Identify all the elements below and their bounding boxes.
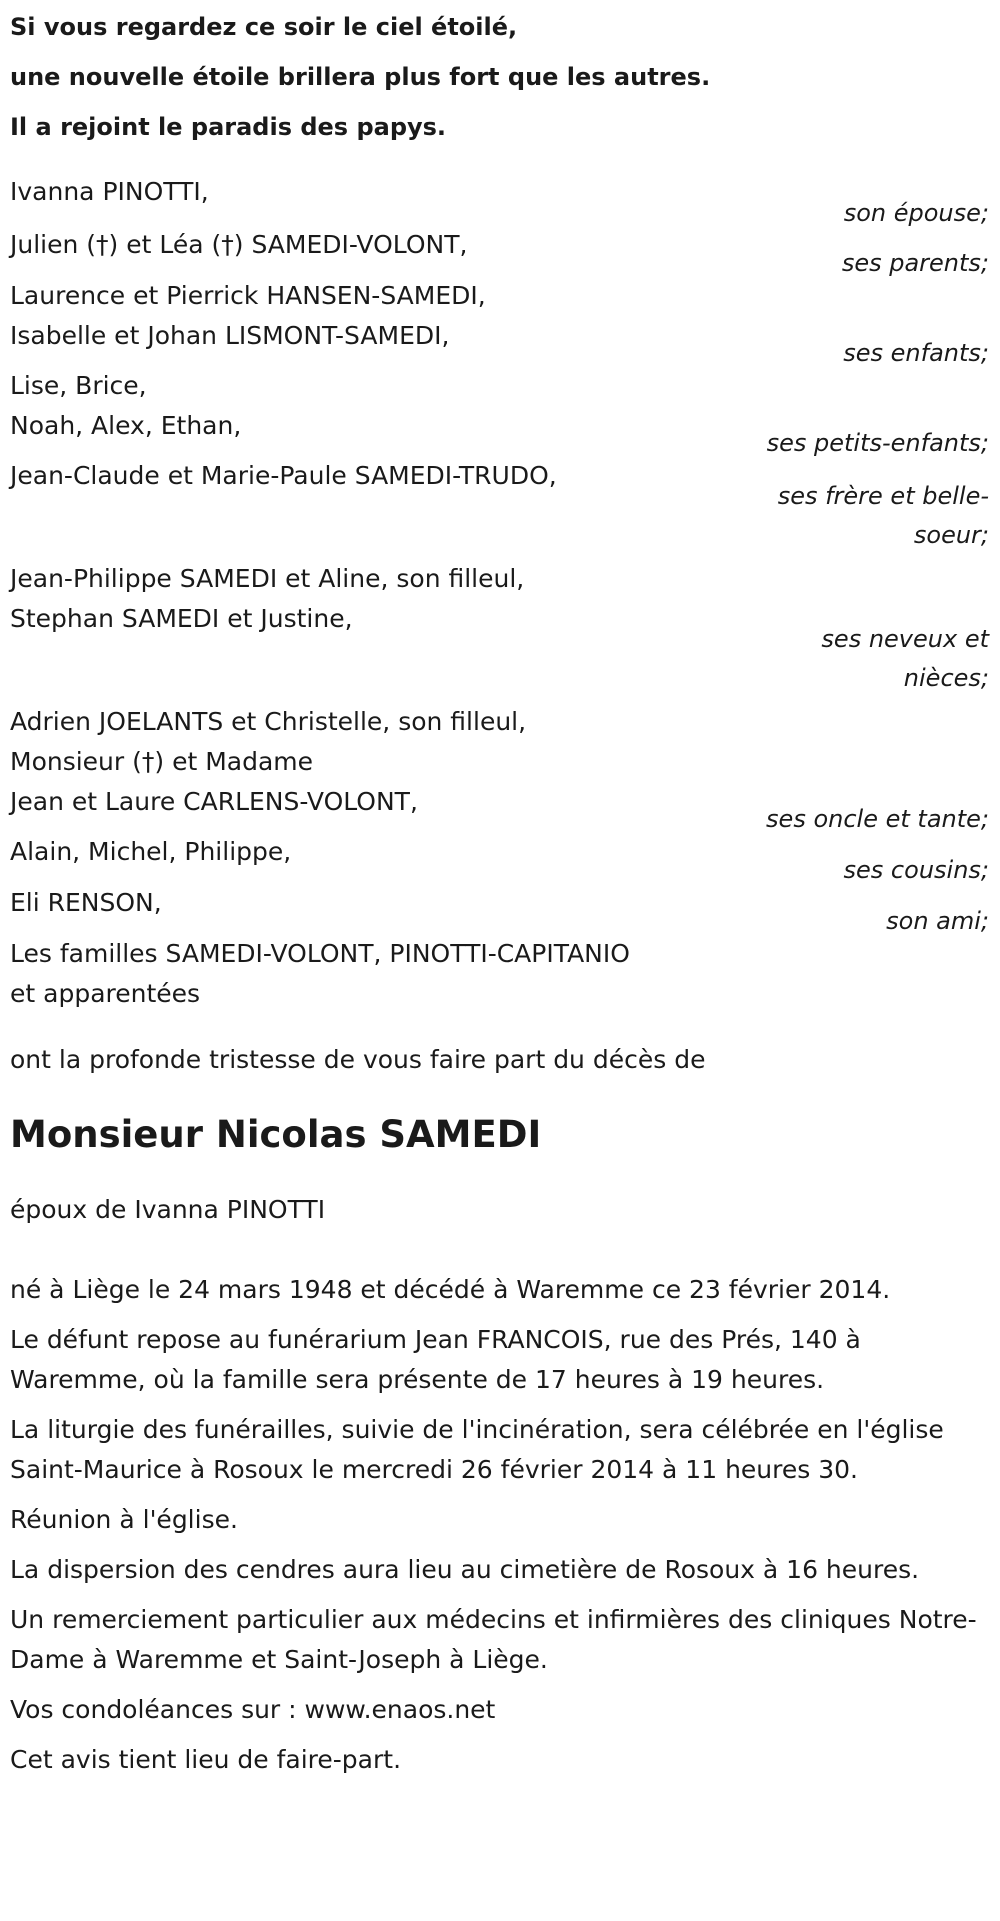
announcement: ont la profonde tristesse de vous faire part du décès de — [10, 1045, 706, 1074]
family-names: Eli RENSON, — [10, 888, 162, 917]
family-relation: ses parents; — [841, 249, 989, 277]
family-entry-grandchildren — [10, 366, 990, 463]
family-names: Jean-Philippe SAMEDI et Aline, son filleul, — [10, 564, 525, 593]
details-paragraph: Réunion à l'église. — [10, 1505, 238, 1534]
family-relation: son épouse; — [843, 199, 989, 227]
family-names: Laurence et Pierrick HANSEN-SAMEDI, — [10, 281, 486, 310]
family-names: Noah, Alex, Ethan, — [10, 411, 242, 440]
family-names: Les familles SAMEDI-VOLONT, PINOTTI-CAPITANIO — [10, 939, 630, 968]
opening-quote — [10, 2, 990, 152]
obituary-notice — [10, 0, 990, 1921]
family-relation: ses oncle et tante; — [766, 805, 989, 833]
family-names: Lise, Brice, — [10, 371, 147, 400]
deceased-name: Monsieur Nicolas SAMEDI — [10, 1113, 542, 1156]
quote-line: une nouvelle étoile brillera plus fort que les autres. — [10, 63, 711, 91]
family-relation: ses frère et belle-soeur; — [777, 482, 989, 549]
family-relation: ses petits-enfants; — [766, 429, 989, 457]
family-entry-parents — [10, 225, 990, 283]
family-names: Jean et Laure CARLENS-VOLONT, — [10, 787, 418, 816]
family-entry-cousins — [10, 832, 990, 890]
family-relation: son ami; — [886, 907, 989, 935]
family-names: Stephan SAMEDI et Justine, — [10, 604, 353, 633]
family-names: Ivanna PINOTTI, — [10, 177, 209, 206]
family-names: Jean-Claude et Marie-Paule SAMEDI-TRUDO, — [10, 461, 557, 490]
family-names: et apparentées — [10, 979, 201, 1008]
quote-line: Il a rejoint le paradis des papys. — [10, 113, 447, 141]
family-names: Monsieur (†) et Madame — [10, 747, 314, 776]
family-entry-children — [10, 276, 990, 373]
family-entry-uncle-aunt — [10, 702, 990, 839]
family-entry-nephews — [10, 559, 990, 698]
family-relation: ses neveux et nièces; — [821, 625, 989, 692]
family-names: Julien (†) et Léa (†) SAMEDI-VOLONT, — [10, 230, 468, 259]
family-relation: ses enfants; — [843, 339, 989, 367]
family-names: Isabelle et Johan LISMONT-SAMEDI, — [10, 321, 450, 350]
family-names: Adrien JOELANTS et Christelle, son filleul, — [10, 707, 527, 736]
family-list — [10, 172, 990, 1014]
details-paragraph: né à Liège le 24 mars 1948 et décédé à Waremme ce 23 février 2014. — [10, 1275, 891, 1304]
details-paragraph: La liturgie des funérailles, suivie de l'incinération, sera célébrée en l'église Saint-Maurice à Rosoux le mercredi 26 février 2014 à 11 heures 30. — [10, 1415, 944, 1484]
quote-line: Si vous regardez ce soir le ciel étoilé, — [10, 13, 518, 41]
funeral-details — [10, 1270, 990, 1780]
details-paragraph: La dispersion des cendres aura lieu au cimetière de Rosoux à 16 heures. — [10, 1555, 920, 1584]
family-entry-friend — [10, 883, 990, 941]
spouse-line: époux de Ivanna PINOTTI — [10, 1195, 326, 1224]
family-relation: ses cousins; — [843, 856, 989, 884]
family-entry-spouse — [10, 172, 990, 233]
condolences-line: Vos condoléances sur : www.enaos.net — [10, 1695, 496, 1724]
family-names: Alain, Michel, Philippe, — [10, 837, 292, 866]
family-entry-families — [10, 934, 990, 1014]
details-paragraph: Un remerciement particulier aux médecins et infirmières des cliniques Notre-Dame à Waremme et Saint-Joseph à Liège. — [10, 1605, 977, 1674]
family-entry-siblings — [10, 456, 990, 555]
details-paragraph: Le défunt repose au funérarium Jean FRANCOIS, rue des Prés, 140 à Waremme, où la famille sera présente de 17 heures à 19 heures. — [10, 1325, 861, 1394]
details-paragraph: Cet avis tient lieu de faire-part. — [10, 1745, 402, 1774]
